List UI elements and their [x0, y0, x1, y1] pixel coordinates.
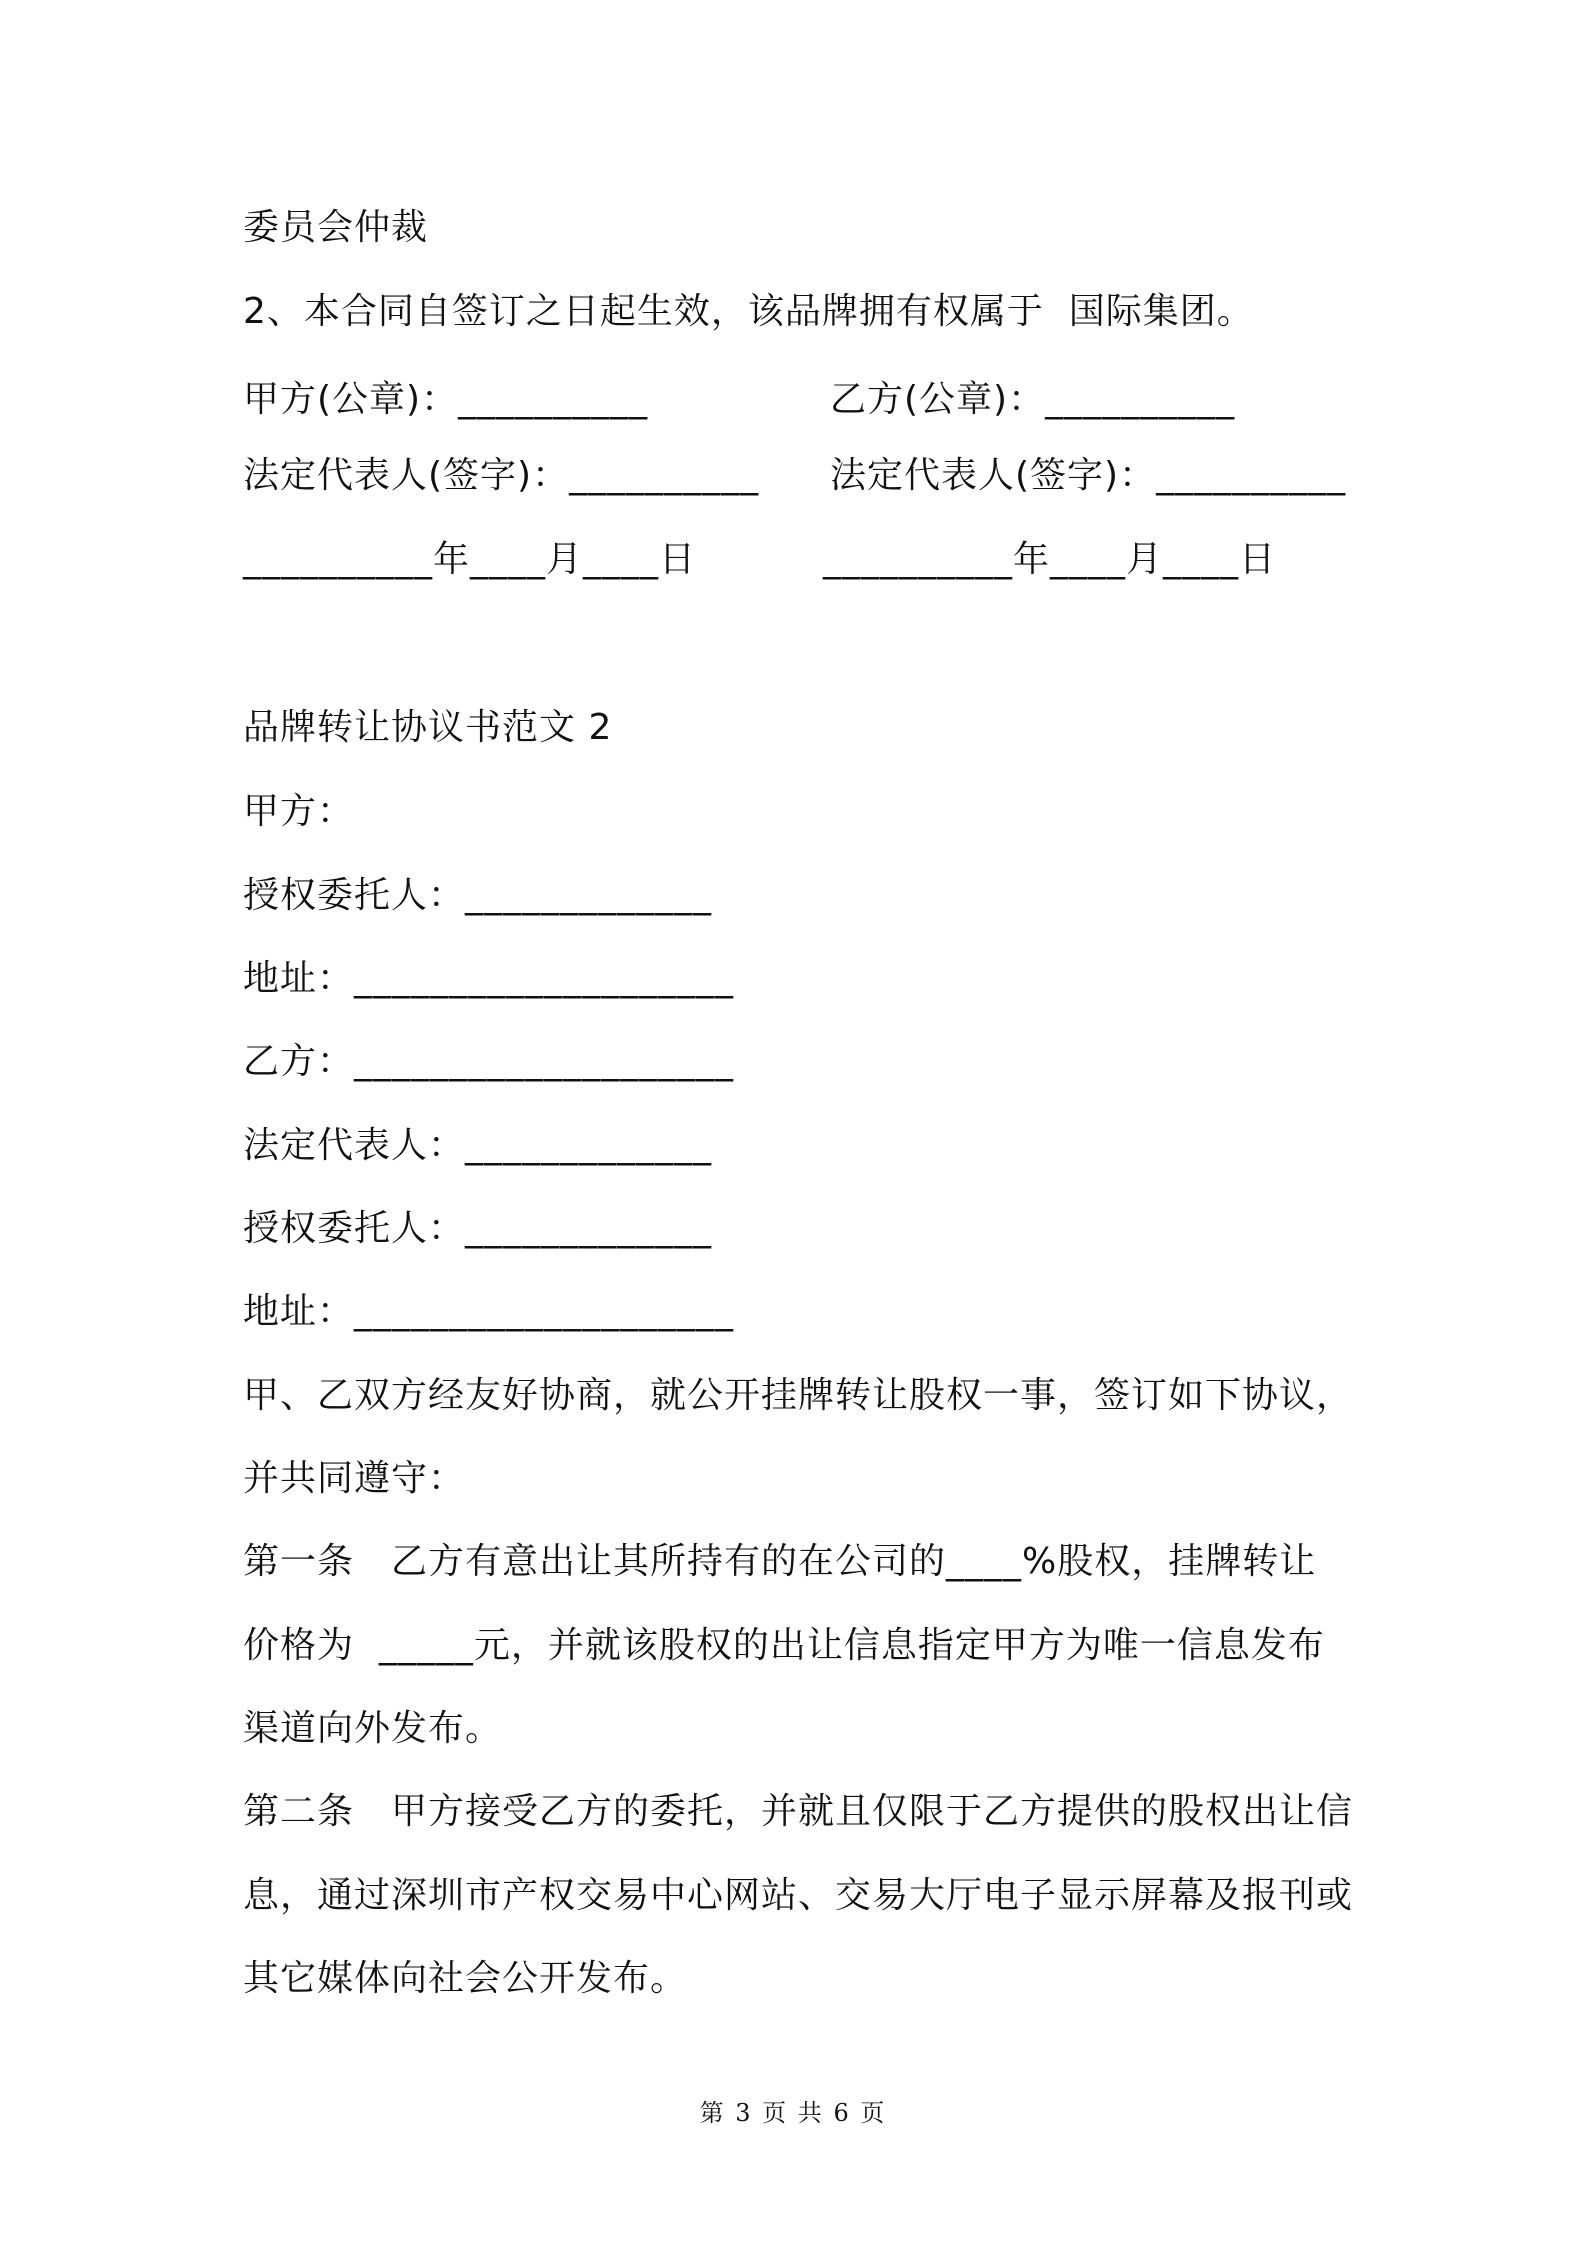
paragraph-line: 并共同遵守：: [243, 1458, 466, 1499]
paragraph-line: 息，通过深圳市产权交易中心网站、交易大厅电子显示屏幕及报刊或: [243, 1875, 1354, 1916]
paragraph-line: 甲、乙双方经友好协商，就公开挂牌转让股权一事，签订如下协议，: [243, 1375, 1354, 1416]
paragraph-line: 其它媒体向社会公开发布。: [243, 1958, 688, 1999]
party-a-agent-field: 授权委托人：_____________: [243, 875, 713, 916]
text-line-effective-clause: 2、本合同自签订之日起生效，该品牌拥有权属于 国际集团。: [243, 291, 1254, 332]
paragraph-line: 第二条 甲方接受乙方的委托，并就且仅限于乙方提供的股权出让信: [243, 1791, 1354, 1832]
party-a-label: 甲方：: [243, 791, 355, 832]
party-a-seal: 甲方(公章)：__________: [243, 379, 649, 420]
paragraph-line: 价格为 _____元，并就该股权的出让信息指定甲方为唯一信息发布: [243, 1625, 1325, 1666]
section-title: 品牌转让协议书范文 2: [243, 707, 613, 748]
party-b-agent-field: 授权委托人：_____________: [243, 1208, 713, 1249]
party-a-address-field: 地址：____________________: [243, 958, 735, 999]
paragraph-line: 渠道向外发布。: [243, 1708, 503, 1749]
party-a-date: __________年____月____日: [243, 539, 696, 580]
party-b-address-field: 地址：____________________: [243, 1291, 735, 1332]
page-number-footer: 第 3 页 共 6 页: [699, 2099, 887, 2127]
text-line-arbitration: 委员会仲裁: [243, 207, 429, 248]
paragraph-line: 第一条 乙方有意出让其所持有的在公司的____%股权，挂牌转让: [243, 1541, 1317, 1582]
party-b-field: 乙方：____________________: [243, 1041, 735, 1082]
party-b-representative: 法定代表人(签字)：__________: [830, 455, 1347, 496]
party-b-legal-rep-field: 法定代表人：_____________: [243, 1125, 713, 1166]
party-a-representative: 法定代表人(签字)：__________: [243, 455, 760, 496]
party-b-seal: 乙方(公章)：__________: [830, 379, 1236, 420]
party-b-date: __________年____月____日: [823, 539, 1276, 580]
